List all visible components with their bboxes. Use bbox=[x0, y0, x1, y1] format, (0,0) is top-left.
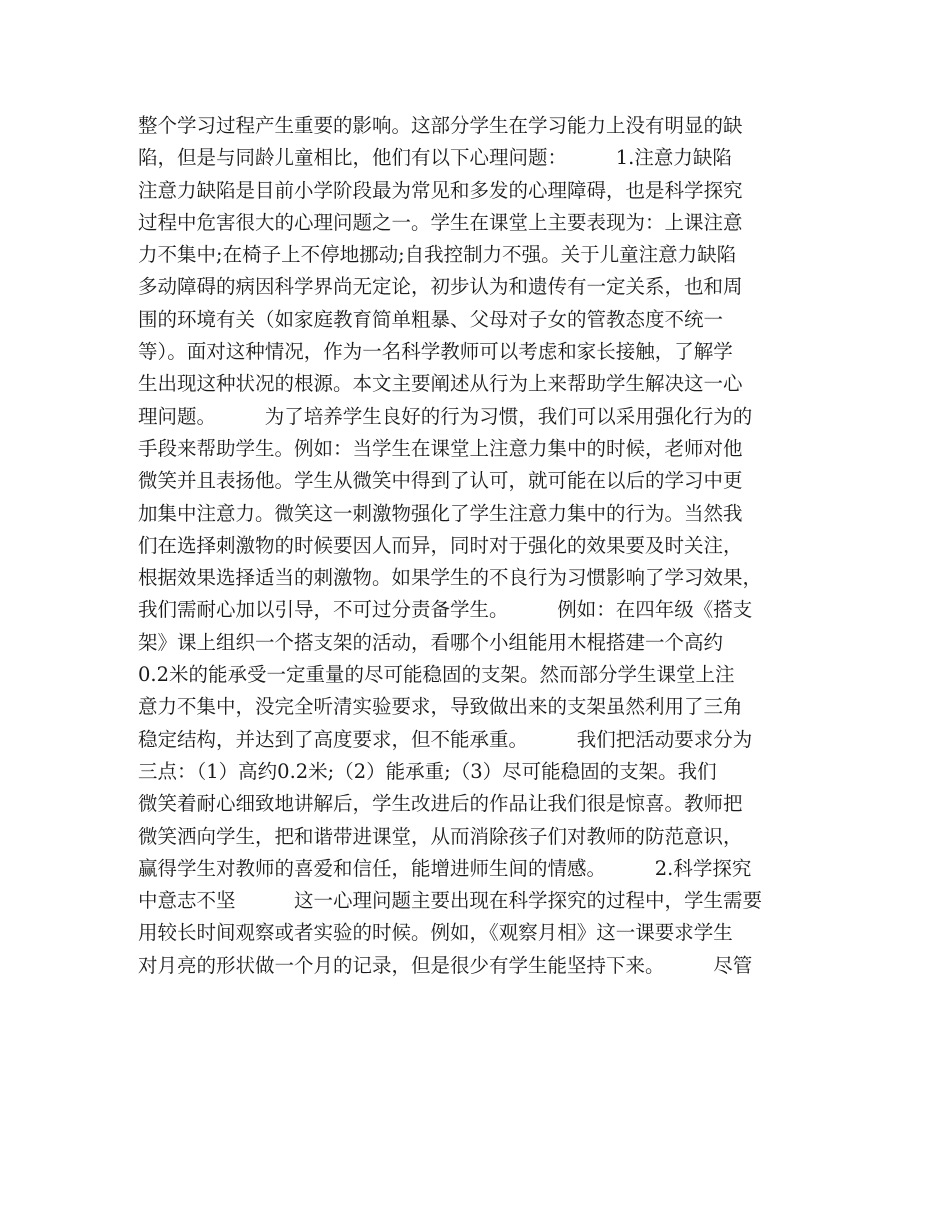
text-line: 加集中注意力。微笑这一刺激物强化了学生注意力集中的行为。当然我 bbox=[138, 501, 743, 525]
text-line: 赢得学生对教师的喜爱和信任，能增进师生间的情感。 2.科学探究 bbox=[138, 856, 752, 880]
text-line: 三点：（1）高约0.2米;（2）能承重;（3）尽可能稳固的支架。我们 bbox=[138, 759, 717, 783]
text-line: 多动障碍的病因科学界尚无定论，初步认为和遗传有一定关系，也和周 bbox=[138, 275, 743, 299]
text-line: 陷，但是与同龄儿童相比，他们有以下心理问题： 1.注意力缺陷 bbox=[138, 146, 732, 170]
text-line: 围的环境有关（如家庭教育简单粗暴、父母对子女的管教态度不统一 bbox=[138, 307, 724, 331]
text-line: 微笑洒向学生，把和谐带进课堂，从而消除孩子们对教师的防范意识， bbox=[138, 824, 743, 848]
text-line: 意力不集中，没完全听清实验要求，导致做出来的支架虽然利用了三角 bbox=[138, 695, 743, 719]
text-line: 力不集中;在椅子上不停地挪动;自我控制力不强。关于儿童注意力缺陷 bbox=[138, 243, 737, 267]
text-line: 0.2米的能承受一定重量的尽可能稳固的支架。然而部分学生课堂上注 bbox=[138, 663, 735, 687]
text-line: 微笑着耐心细致地讲解后，学生改进后的作品让我们很是惊喜。教师把 bbox=[138, 792, 743, 816]
text-line: 中意志不坚 这一心理问题主要出现在科学探究的过程中，学生需要 bbox=[138, 889, 763, 913]
text-line: 们在选择刺激物的时候要因人而异，同时对于强化的效果要及时关注， bbox=[138, 533, 743, 557]
text-line: 生出现这种状况的根源。本文主要阐述从行为上来帮助学生解决这一心 bbox=[138, 372, 743, 396]
body-text bbox=[138, 110, 818, 982]
text-line: 过程中危害很大的心理问题之一。学生在课堂上主要表现为：上课注意 bbox=[138, 210, 743, 234]
text-line: 注意力缺陷是目前小学阶段最为常见和多发的心理障碍，也是科学探究 bbox=[138, 178, 743, 202]
text-line: 微笑并且表扬他。学生从微笑中得到了认可，就可能在以后的学习中更 bbox=[138, 469, 743, 493]
text-line: 根据效果选择适当的刺激物。如果学生的不良行为习惯影响了学习效果， bbox=[138, 566, 763, 590]
text-line: 对月亮的形状做一个月的记录，但是很少有学生能坚持下来。 尽管 bbox=[138, 953, 753, 977]
text-line: 架》课上组织一个搭支架的活动，看哪个小组能用木棍搭建一个高约 bbox=[138, 630, 724, 654]
text-line: 理问题。 为了培养学生良好的行为习惯，我们可以采用强化行为的 bbox=[138, 404, 753, 428]
text-line: 用较长时间观察或者实验的时候。例如，《观察月相》这一课要求学生 bbox=[138, 921, 733, 945]
text-line: 等）。面对这种情况，作为一名科学教师可以考虑和家长接触，了解学 bbox=[138, 340, 733, 364]
text-line: 手段来帮助学生。例如：当学生在课堂上注意力集中的时候，老师对他 bbox=[138, 436, 743, 460]
text-line: 稳定结构，并达到了高度要求，但不能承重。 我们把活动要求分为 bbox=[138, 727, 753, 751]
text-line: 我们需耐心加以引导，不可过分责备学生。 例如：在四年级《搭支 bbox=[138, 598, 753, 622]
text-line: 整个学习过程产生重要的影响。这部分学生在学习能力上没有明显的缺 bbox=[138, 114, 743, 137]
